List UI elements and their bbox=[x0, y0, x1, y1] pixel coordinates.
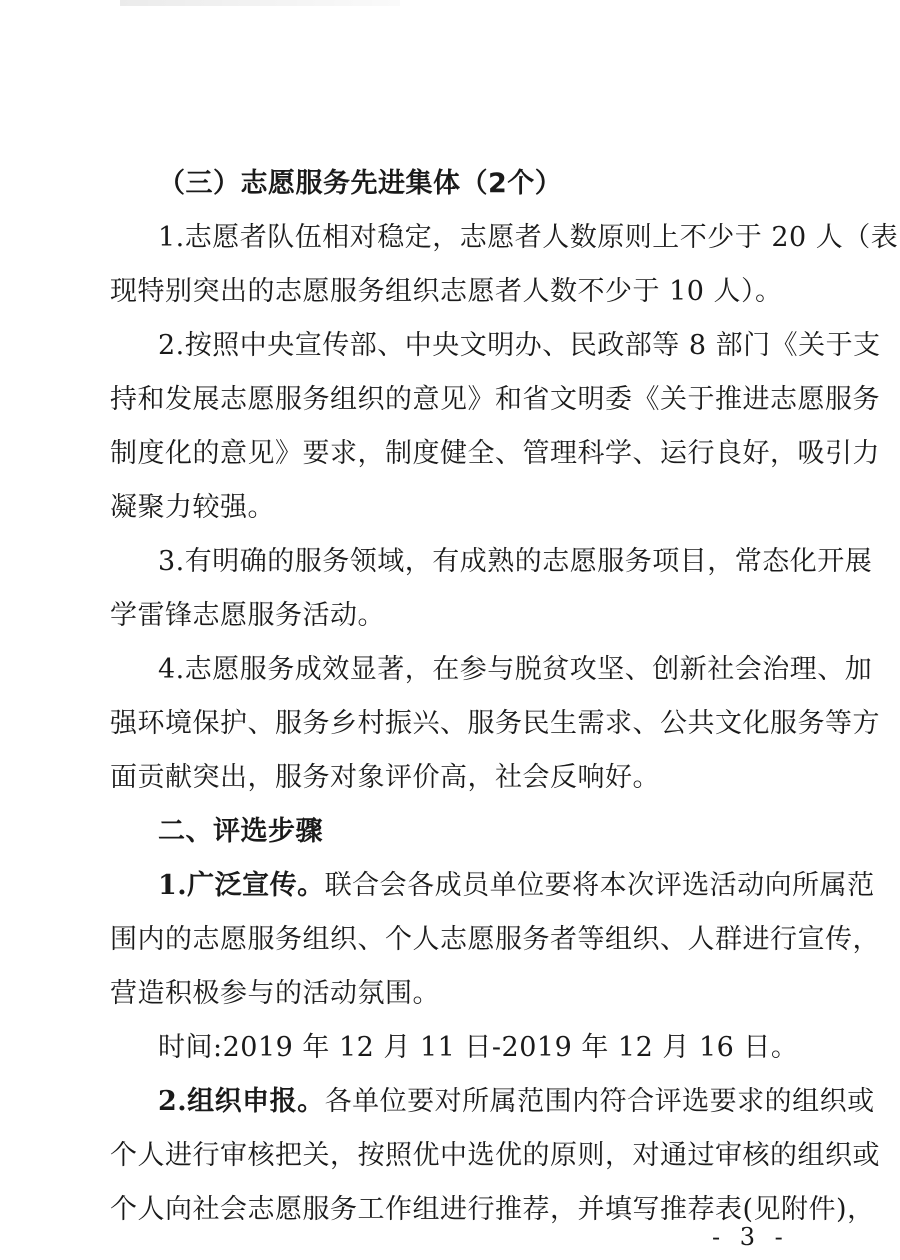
scan-artifact bbox=[120, 0, 400, 6]
paragraph-line: 凝聚力较强。 bbox=[110, 492, 275, 523]
step-two-first-line bbox=[158, 1082, 875, 1122]
part-heading: 二、评选步骤 bbox=[158, 816, 323, 847]
step-one-first-line bbox=[158, 866, 875, 906]
paragraph-line: 强环境保护、服务乡村振兴、服务民生需求、公共文化服务等方 bbox=[110, 708, 880, 739]
paragraph-line: 3.有明确的服务领域，有成熟的志愿服务项目，常态化开展 bbox=[158, 546, 873, 577]
paragraph-line: 个人向社会志愿服务工作组进行推荐，并填写推荐表(见附件)， bbox=[110, 1194, 875, 1225]
paragraph-line: 面贡献突出，服务对象评价高，社会反响好。 bbox=[110, 762, 660, 793]
paragraph-line: 1.志愿者队伍相对稳定，志愿者人数原则上不少于 20 人（表 bbox=[158, 222, 899, 253]
paragraph-line: 持和发展志愿服务组织的意见》和省文明委《关于推进志愿服务 bbox=[110, 384, 880, 415]
paragraph-line: 现特别突出的志愿服务组织志愿者人数不少于 10 人）。 bbox=[110, 276, 783, 307]
paragraph-line: 围内的志愿服务组织、个人志愿服务者等组织、人群进行宣传， bbox=[110, 924, 880, 955]
paragraph-line: 2.按照中央宣传部、中央文明办、民政部等 8 部门《关于支 bbox=[158, 330, 881, 361]
page-number: - 3 - bbox=[712, 1223, 789, 1251]
step-one-text: 联合会各成员单位要将本次评选活动向所属范 bbox=[324, 870, 875, 901]
section-heading: （三）志愿服务先进集体（2个） bbox=[158, 168, 563, 199]
paragraph-line: 营造积极参与的活动氛围。 bbox=[110, 978, 440, 1009]
step-one-lead: 1.广泛宣传。 bbox=[158, 870, 325, 901]
time-line: 时间:2019 年 12 月 11 日-2019 年 12 月 16 日。 bbox=[158, 1032, 799, 1063]
paragraph-line: 学雷锋志愿服务活动。 bbox=[110, 600, 385, 631]
paragraph-line: 个人进行审核把关，按照优中选优的原则，对通过审核的组织或 bbox=[110, 1140, 880, 1171]
paragraph-line: 制度化的意见》要求，制度健全、管理科学、运行良好，吸引力 bbox=[110, 438, 880, 469]
step-two-text: 各单位要对所属范围内符合评选要求的组织或 bbox=[324, 1086, 875, 1117]
paragraph-line: 4.志愿服务成效显著，在参与脱贫攻坚、创新社会治理、加 bbox=[158, 654, 873, 685]
step-two-lead: 2.组织申报。 bbox=[158, 1086, 325, 1117]
